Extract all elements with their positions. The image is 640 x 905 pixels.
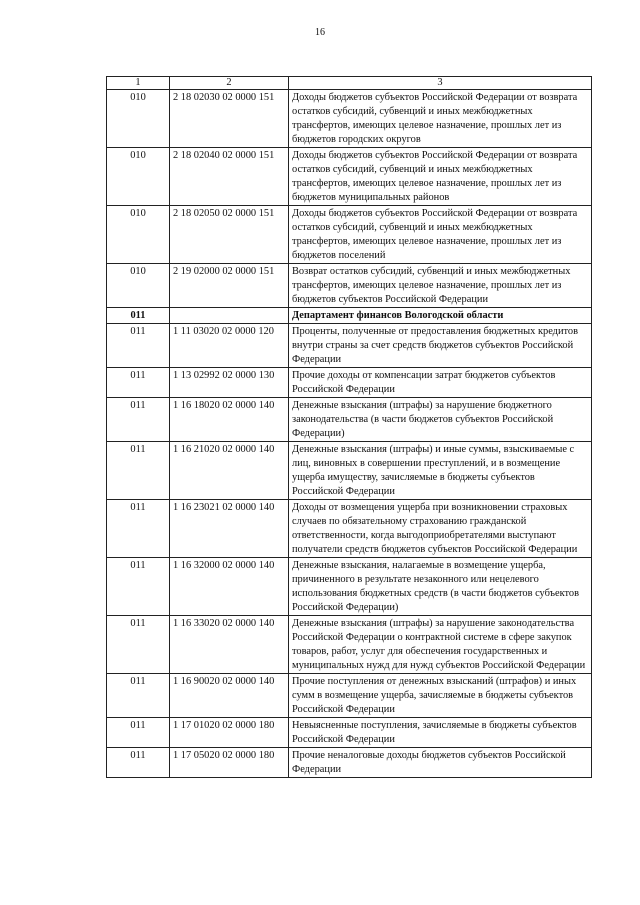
table-row (107, 368, 592, 398)
revenue-name-cell: Прочие поступления от денежных взысканий (штрафов) и иных сумм в возмещение ущерба, зачисляемые в бюджеты субъектов Российской Федерации (289, 674, 592, 718)
page-number: 16 (315, 27, 325, 38)
budget-classification-code-cell: 1 16 33020 02 0000 140 (170, 616, 289, 674)
table-row (107, 148, 592, 206)
budget-classification-code-cell: 2 18 02040 02 0000 151 (170, 148, 289, 206)
revenue-name-cell: Денежные взыскания, налагаемые в возмещение ущерба, причиненного в результате незаконного или нецелевого использования бюджетных средств (в части бюджетов субъектов Российской Федерации) (289, 558, 592, 616)
admin-code-cell: 011 (107, 748, 170, 778)
revenue-codes-table (106, 76, 592, 778)
budget-classification-code-cell: 1 16 18020 02 0000 140 (170, 398, 289, 442)
budget-classification-code-cell: 2 19 02000 02 0000 151 (170, 264, 289, 308)
table-row (107, 558, 592, 616)
revenue-name-cell: Доходы от возмещения ущерба при возникновении страховых случаев по обязательному страхованию гражданской ответственности, когда выгодоприобретателями выступают получатели средств бюджетов субъектов Российской Федерации (289, 500, 592, 558)
admin-code-cell: 011 (107, 324, 170, 368)
table-row (107, 748, 592, 778)
budget-classification-code-cell (170, 308, 289, 324)
revenue-name-cell: Проценты, полученные от предоставления бюджетных кредитов внутри страны за счет средств бюджетов субъектов Российской Федерации (289, 324, 592, 368)
revenue-name-cell: Департамент финансов Вологодской области (289, 308, 592, 324)
admin-code-cell: 010 (107, 90, 170, 148)
revenue-name-cell: Доходы бюджетов субъектов Российской Федерации от возврата остатков субсидий, субвенций и иных межбюджетных трансфертов, имеющих целевое назначение, прошлых лет из бюджетов поселений (289, 206, 592, 264)
header-col-1: 1 (107, 77, 170, 90)
revenue-name-cell: Денежные взыскания (штрафы) за нарушение бюджетного законодательства (в части бюджетов субъектов Российской Федерации) (289, 398, 592, 442)
admin-code-cell: 011 (107, 398, 170, 442)
table-row (107, 206, 592, 264)
budget-classification-code-cell: 1 17 05020 02 0000 180 (170, 748, 289, 778)
table-row (107, 616, 592, 674)
table-row (107, 90, 592, 148)
revenue-name-cell: Доходы бюджетов субъектов Российской Федерации от возврата остатков субсидий, субвенций и иных межбюджетных трансфертов, имеющих целевое назначение, прошлых лет из бюджетов городских округов (289, 90, 592, 148)
revenue-name-cell: Прочие неналоговые доходы бюджетов субъектов Российской Федерации (289, 748, 592, 778)
table-row (107, 442, 592, 500)
table-header-row (107, 77, 592, 90)
admin-code-cell: 011 (107, 308, 170, 324)
revenue-name-cell: Доходы бюджетов субъектов Российской Федерации от возврата остатков субсидий, субвенций и иных межбюджетных трансфертов, имеющих целевое назначение, прошлых лет из бюджетов муниципальных районов (289, 148, 592, 206)
table-row (107, 500, 592, 558)
budget-classification-code-cell: 1 13 02992 02 0000 130 (170, 368, 289, 398)
budget-classification-code-cell: 1 11 03020 02 0000 120 (170, 324, 289, 368)
admin-code-cell: 011 (107, 368, 170, 398)
revenue-name-cell: Денежные взыскания (штрафы) за нарушение законодательства Российской Федерации о контрактной системе в сфере закупок товаров, работ, услуг для обеспечения государственных и муниципальных нужд для нужд субъектов Российской Федерации (289, 616, 592, 674)
table-row (107, 264, 592, 308)
header-col-3: 3 (289, 77, 592, 90)
budget-classification-code-cell: 1 17 01020 02 0000 180 (170, 718, 289, 748)
table-row (107, 398, 592, 442)
budget-classification-code-cell: 2 18 02050 02 0000 151 (170, 206, 289, 264)
budget-classification-code-cell: 1 16 23021 02 0000 140 (170, 500, 289, 558)
table-body (107, 77, 592, 778)
admin-code-cell: 011 (107, 500, 170, 558)
budget-classification-code-cell: 2 18 02030 02 0000 151 (170, 90, 289, 148)
admin-code-cell: 010 (107, 148, 170, 206)
department-row (107, 308, 592, 324)
table-row (107, 674, 592, 718)
revenue-name-cell: Денежные взыскания (штрафы) и иные суммы, взыскиваемые с лиц, виновных в совершении преступлений, и в возмещение ущерба имуществу, зачисляемые в бюджеты субъектов Российской Федерации (289, 442, 592, 500)
budget-classification-code-cell: 1 16 32000 02 0000 140 (170, 558, 289, 616)
budget-classification-code-cell: 1 16 90020 02 0000 140 (170, 674, 289, 718)
admin-code-cell: 011 (107, 442, 170, 500)
revenue-name-cell: Невыясненные поступления, зачисляемые в бюджеты субъектов Российской Федерации (289, 718, 592, 748)
admin-code-cell: 011 (107, 674, 170, 718)
budget-classification-code-cell: 1 16 21020 02 0000 140 (170, 442, 289, 500)
header-col-2: 2 (170, 77, 289, 90)
admin-code-cell: 011 (107, 718, 170, 748)
table-row (107, 718, 592, 748)
admin-code-cell: 011 (107, 616, 170, 674)
revenue-name-cell: Возврат остатков субсидий, субвенций и иных межбюджетных трансфертов, имеющих целевое назначение, прошлых лет из бюджетов субъектов Российской Федерации (289, 264, 592, 308)
revenue-name-cell: Прочие доходы от компенсации затрат бюджетов субъектов Российской Федерации (289, 368, 592, 398)
admin-code-cell: 010 (107, 264, 170, 308)
admin-code-cell: 011 (107, 558, 170, 616)
table-row (107, 324, 592, 368)
admin-code-cell: 010 (107, 206, 170, 264)
